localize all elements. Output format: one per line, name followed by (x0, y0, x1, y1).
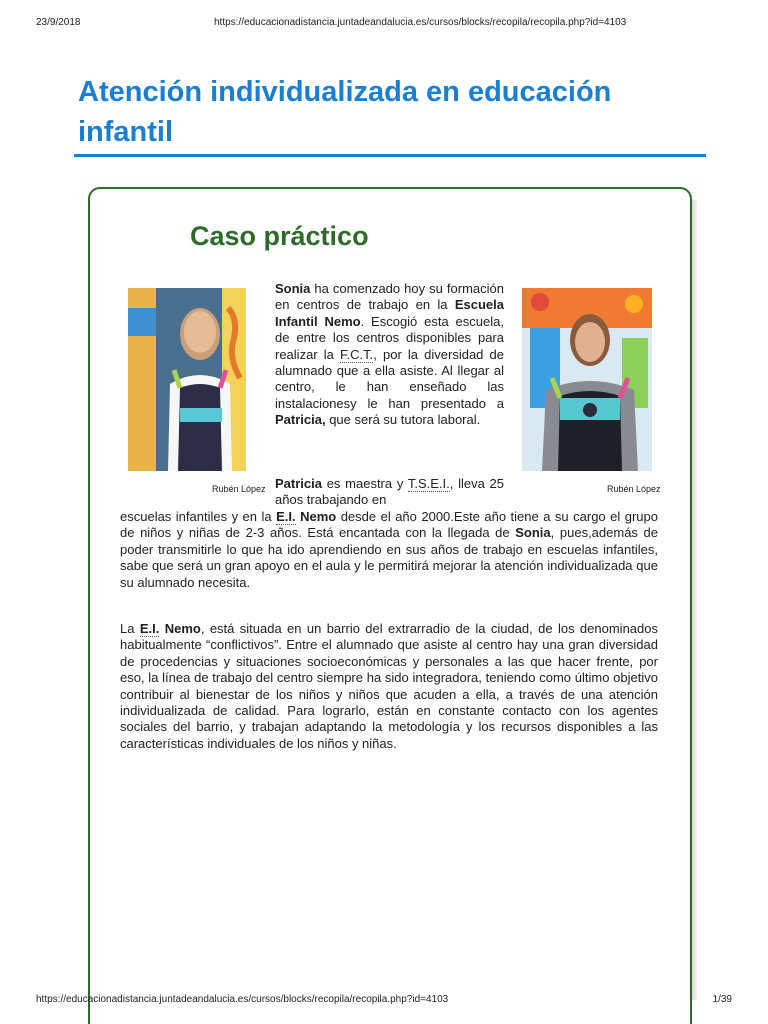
footer-url: https://educacionadistancia.juntadeandalucia.es/cursos/blocks/recopila/recopila.php?id=4103 (36, 994, 449, 1005)
abbr-tsei[interactable]: T.S.E.I. (407, 476, 450, 491)
print-url: https://educacionadistancia.juntadeandalucia.es/cursos/blocks/recopila/recopila.php?id=4103 (214, 17, 627, 28)
photo-sonia-illustration (128, 288, 246, 471)
school-name: Escuela Infantil Nemo (275, 297, 504, 329)
photo-patricia (522, 288, 652, 471)
paragraph-intro: Sonia ha comenzado hoy su formación en centros de trabajo en la Escuela Infantil Nemo. Escogió esta escuela, de entre los centros disponibles para realizar la F.C.T., por la diversidad de alumnado que a ella asiste. Al llegar al centro, le han enseñado las instalacionesy le han presentado a Patricia, que será su tutora laboral. (275, 281, 505, 428)
abbr-ei-2[interactable]: E.I. (139, 621, 160, 636)
print-date: 23/9/2018 (36, 17, 81, 28)
photo-caption-left: Rubén López (212, 484, 266, 494)
card-shadow (692, 200, 697, 1000)
print-header (36, 17, 732, 31)
name-sonia-2: Sonia (515, 525, 551, 541)
abbr-ei[interactable]: E.I. (276, 509, 296, 524)
photo-caption-right: Rubén López (607, 484, 661, 494)
paragraph-patricia: escuelas infantiles y en la E.I. Nemo desde el año 2000.Este año tiene a su cargo el grupo de niños y niñas de 2-3 años. Está encantada con la llegada de Sonia, pues,además de poder transmitirle lo que ha ido aprendiendo en sus años de trabajo en escuelas infantiles, sabe que será un gran apoyo en el aula y le permitirá mejorar la atención individualizada que su alumnado necesita. (120, 509, 658, 590)
photo-patricia-illustration (522, 288, 652, 471)
card-title: Caso práctico (190, 221, 369, 251)
title-underline (74, 154, 706, 157)
abbr-fct[interactable]: F.C.T. (340, 346, 374, 362)
print-footer (36, 994, 732, 1008)
paragraph-school: La E.I. Nemo, está situada en un barrio del extrarradio de la ciudad, de los denominados habitualmente “conflictivos”. Entre el alumnado que asiste al centro hay una gran diversidad de procedencias y situaciones socioeconómicas y personales a las que hacer frente, por eso, la línea de trabajo del centro siempre ha sido integradora, teniendo como último objetivo contribuir al bienestar de los niños y niños que acuden a ella, a través de una atención individualizada de calidad. Para lograrlo, están en constante contacto con los agentes sociales del barrio, y trabajan adaptando la metodología y los recursos disponibles a las características individuales de los niños y niñas. (120, 621, 658, 751)
name-patricia: Patricia, (275, 412, 326, 428)
paragraph-patricia-start: Patricia es maestra y T.S.E.I., lleva 25 años trabajando en (275, 476, 504, 508)
name-patricia-2: Patricia (275, 476, 322, 491)
page-number: 1/39 (712, 994, 732, 1005)
photo-sonia (128, 288, 246, 471)
name-sonia: Sonia (275, 281, 311, 296)
page-title: Atención individualizada en educación infantil (78, 76, 612, 148)
